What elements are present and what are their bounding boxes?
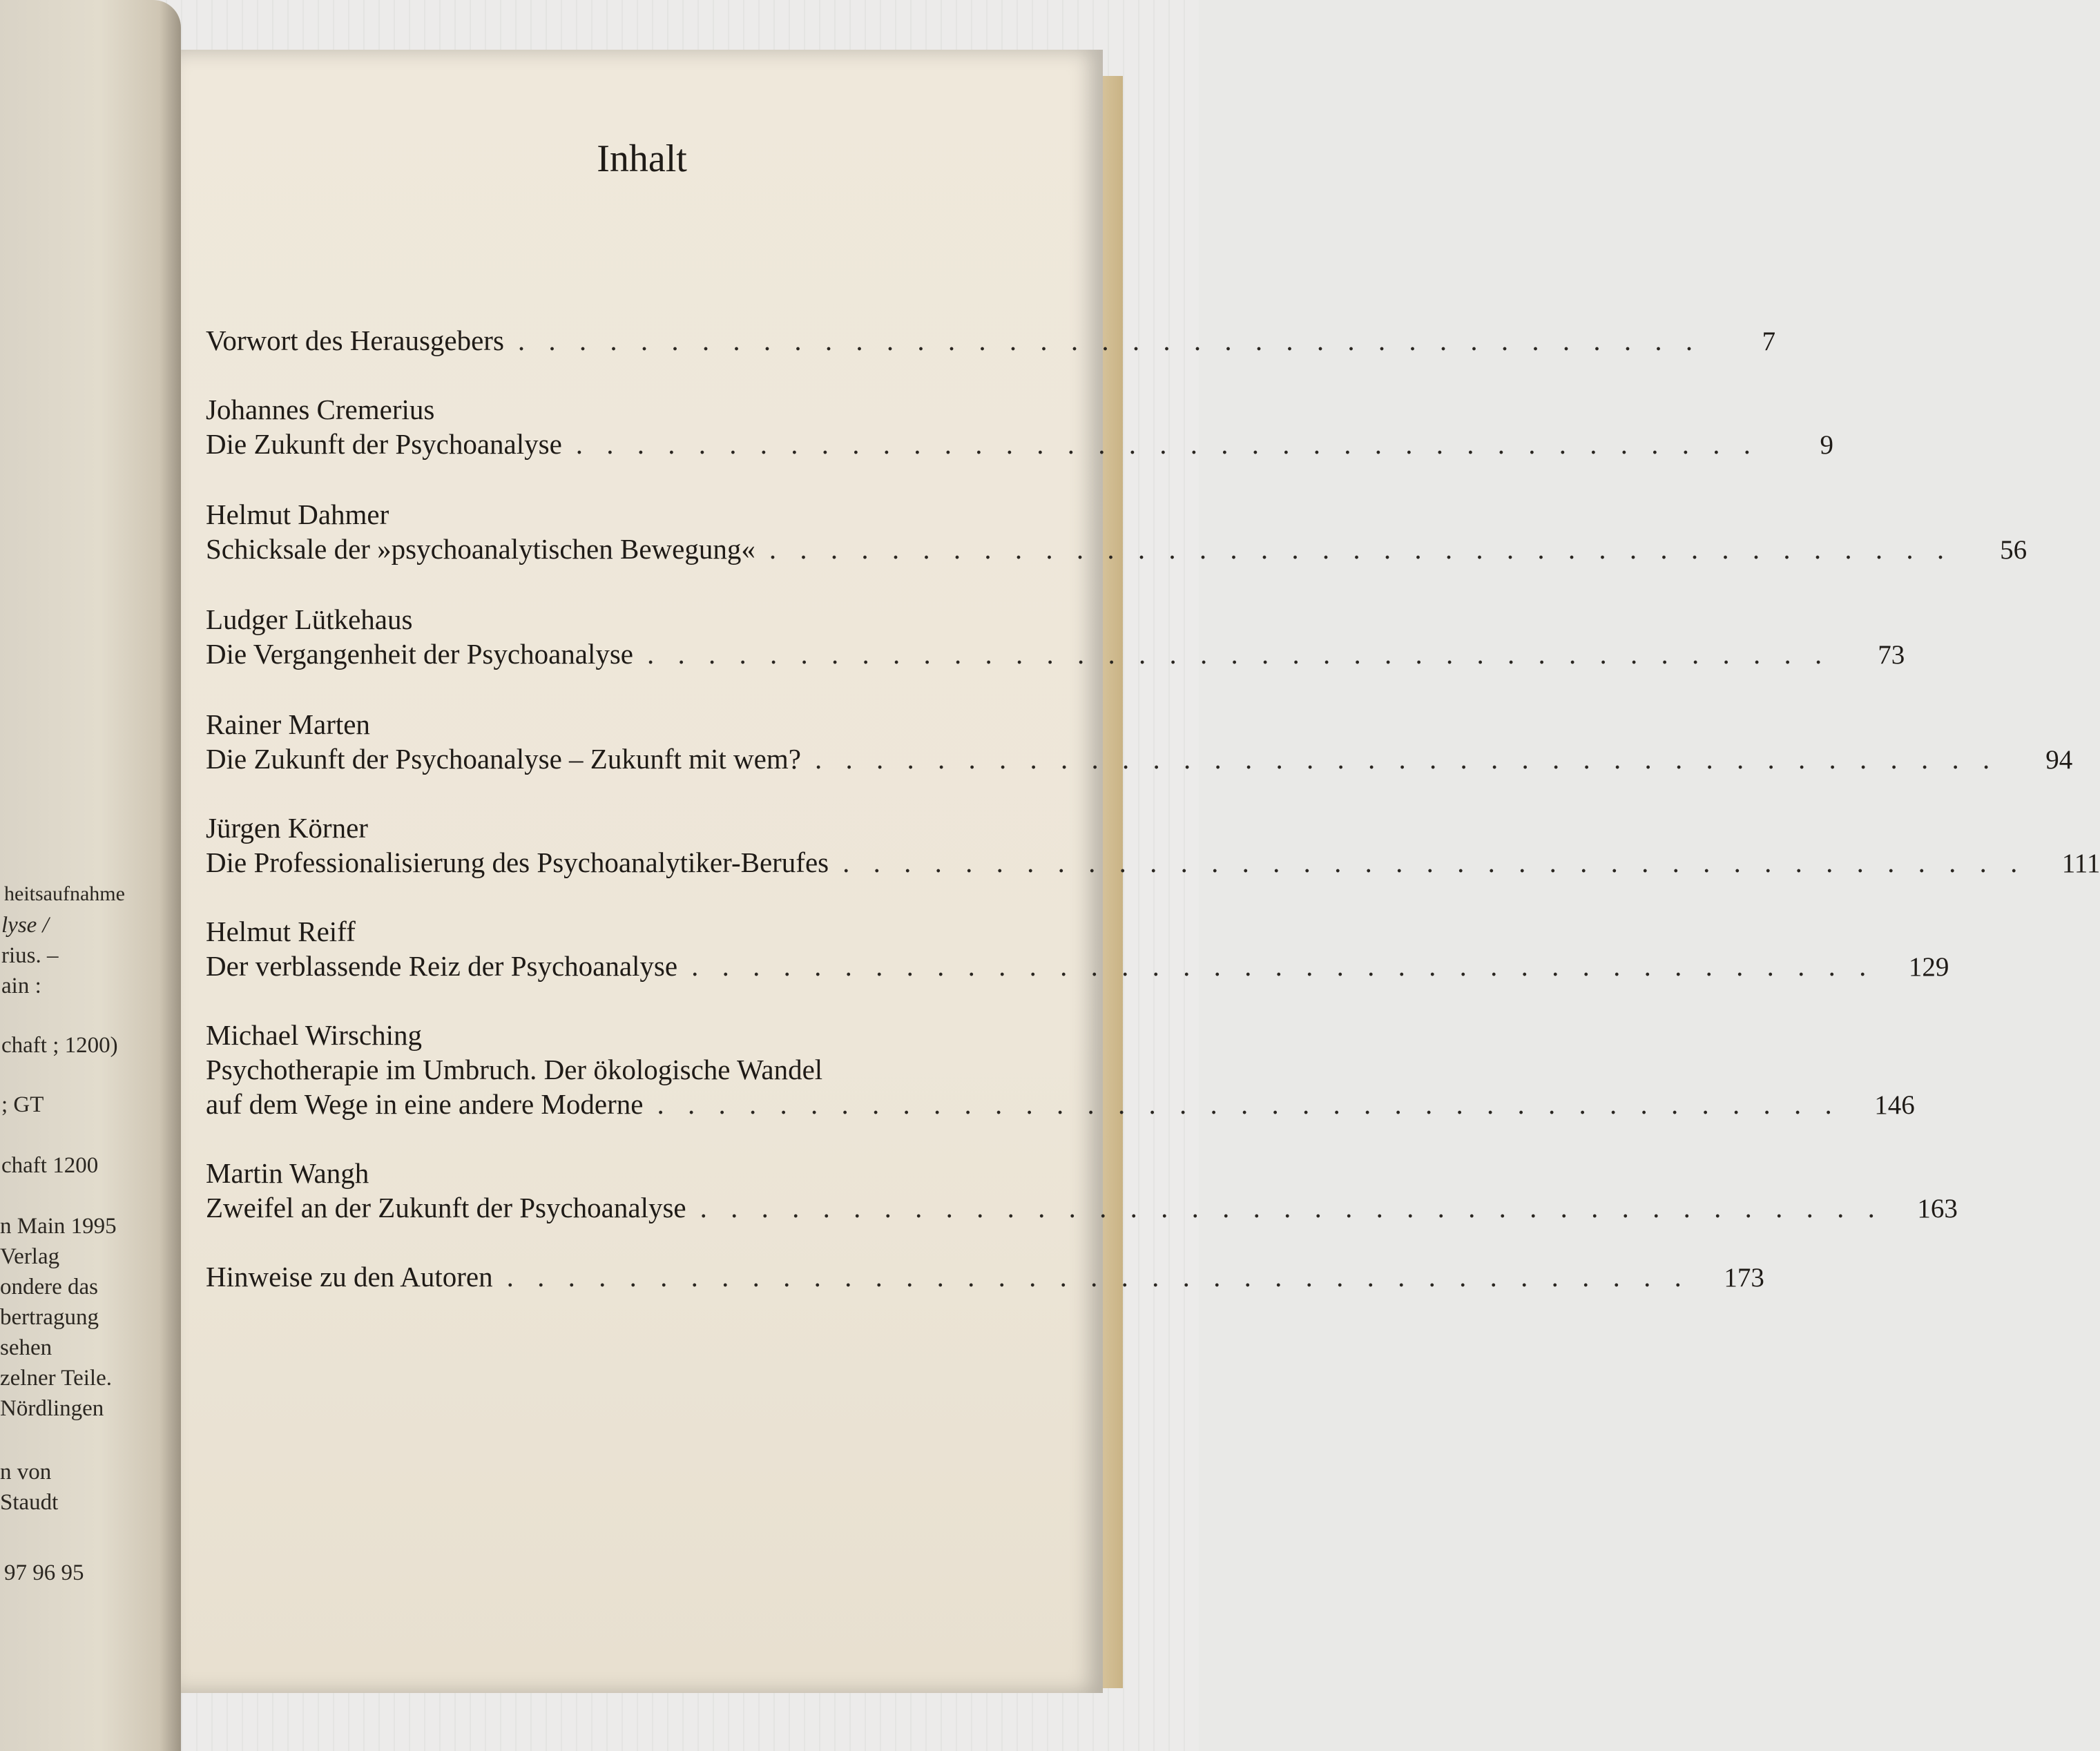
toc-title-line xyxy=(206,637,1905,673)
left-fragment: sehen xyxy=(0,1335,52,1360)
toc-title-line xyxy=(206,949,1949,985)
toc-author: Ludger Lütkehaus xyxy=(206,603,413,635)
toc-author: Martin Wangh xyxy=(206,1157,369,1189)
toc-title: Die Zukunft der Psychoanalyse xyxy=(206,428,562,460)
toc-title-line xyxy=(206,845,2100,881)
left-fragment: n von xyxy=(0,1460,52,1484)
page-title: Inhalt xyxy=(597,137,687,180)
toc-entry xyxy=(206,497,2027,568)
toc-leader-dots: . . . . . . . . . . . . . . . . . . . . . . . . . . . . . . . . . . . . . . . xyxy=(842,847,2026,878)
toc-title: Schicksale der »psychoanalytischen Bewegung« xyxy=(206,533,755,565)
toc-page-number: 7 xyxy=(1762,327,1776,356)
left-fragment: chaft ; 1200) xyxy=(1,1033,118,1058)
toc-title: Hinweise zu den Autoren xyxy=(206,1261,493,1293)
left-fragment: zelner Teile. xyxy=(0,1366,112,1391)
toc-author: Helmut Dahmer xyxy=(206,499,389,530)
toc-author: Rainer Marten xyxy=(206,708,370,740)
toc-entry xyxy=(206,811,2100,881)
left-fragment: 97 96 95 xyxy=(4,1560,84,1585)
toc-page-number: 163 xyxy=(1917,1194,1958,1223)
toc-title-line xyxy=(206,532,2027,568)
toc-title: auf dem Wege in eine andere Moderne xyxy=(206,1088,644,1120)
toc-leader-dots: . . . . . . . . . . . . . . . . . . . . . . . . . . . . . . . . . . . . . . . xyxy=(657,1088,1840,1120)
toc-title: Der verblassende Reiz der Psychoanalyse xyxy=(206,950,678,982)
toc-title: Die Professionalisierung des Psychoanalytiker-Berufes xyxy=(206,847,829,878)
toc-page-number: 146 xyxy=(1874,1090,1915,1120)
toc-title-line xyxy=(206,1052,1034,1087)
toc-title: Die Zukunft der Psychoanalyse – Zukunft mit wem? xyxy=(206,743,801,775)
left-fragment: Nördlingen xyxy=(0,1396,104,1421)
left-fragment: rius. – xyxy=(1,943,59,968)
left-fragment: chaft 1200 xyxy=(1,1153,99,1178)
toc-entry xyxy=(206,914,1949,985)
left-fragment: heitsaufnahme xyxy=(4,882,125,905)
toc-title: Psychotherapie im Umbruch. Der ökologische Wandel xyxy=(206,1054,823,1085)
toc-leader-dots: . . . . . . . . . . . . . . . . . . . . . . . . . . . . . . . . . . . . . . . xyxy=(575,428,1760,460)
toc-title: Die Vergangenheit der Psychoanalyse xyxy=(206,638,634,670)
contents-page xyxy=(181,50,2100,1693)
toc-leader-dots: . . . . . . . . . . . . . . . . . . . . . . . . . . . . . . . . . . . . . . . xyxy=(814,743,1998,775)
toc-author: Michael Wirsching xyxy=(206,1019,422,1051)
left-fragment: Staudt xyxy=(0,1490,59,1515)
left-book-page xyxy=(0,0,181,1751)
left-fragment: ain : xyxy=(1,974,41,998)
toc-entry xyxy=(206,1259,1764,1295)
toc-title-line xyxy=(206,1190,1958,1226)
toc-entry xyxy=(206,707,2073,777)
toc-title-line xyxy=(206,1259,1764,1295)
toc-author: Jürgen Körner xyxy=(206,812,368,844)
toc-leader-dots: . . . . . . . . . . . . . . . . . . . . . . . . . . . . . . . . . . . . . . . xyxy=(647,638,1831,670)
toc-leader-dots: . . . . . . . . . . . . . . . . . . . . . . . . . . . . . . . . . . . . . . . xyxy=(517,325,1702,356)
toc-page-number: 173 xyxy=(1724,1263,1764,1293)
left-fragment: ondere das xyxy=(0,1275,99,1299)
toc-title-line xyxy=(206,1087,1915,1123)
toc-entry xyxy=(206,602,1905,673)
toc-title-line xyxy=(206,323,1776,359)
toc-page-number: 129 xyxy=(1908,952,1949,982)
toc-page-number: 56 xyxy=(2000,535,2027,565)
toc-entry xyxy=(206,1156,1958,1226)
toc-entry xyxy=(206,323,1776,359)
toc-leader-dots: . . . . . . . . . . . . . . . . . . . . . . . . . . . . . . . . . . . . . . . xyxy=(700,1192,1883,1223)
toc-page-number: 9 xyxy=(1820,430,1834,460)
toc-title-line xyxy=(206,742,2073,777)
toc-leader-dots: . . . . . . . . . . . . . . . . . . . . . . . . . . . . . . . . . . . . . . . xyxy=(769,533,1953,565)
toc-title-line xyxy=(206,427,1834,463)
toc-leader-dots: . . . . . . . . . . . . . . . . . . . . . . . . . . . . . . . . . . . . . . . xyxy=(691,950,1875,982)
toc-leader-dots: . . . . . . . . . . . . . . . . . . . . . . . . . . . . . . . . . . . . . . . xyxy=(506,1261,1690,1293)
toc-page-number: 94 xyxy=(2045,745,2073,775)
toc-title: Vorwort des Herausgebers xyxy=(206,325,504,356)
toc-page-number: 111 xyxy=(2061,849,2100,878)
left-fragment: n Main 1995 xyxy=(0,1214,117,1239)
toc-author: Johannes Cremerius xyxy=(206,394,435,425)
toc-entry xyxy=(206,392,1834,463)
left-fragment: Verlag xyxy=(0,1244,60,1269)
toc-author: Helmut Reiff xyxy=(206,916,356,947)
toc-page-number: 73 xyxy=(1878,640,1905,670)
toc-title: Zweifel an der Zukunft der Psychoanalyse xyxy=(206,1192,686,1223)
toc-entry xyxy=(206,1018,1915,1123)
left-fragment: bertragung xyxy=(0,1305,99,1330)
left-fragment: ; GT xyxy=(1,1092,44,1117)
left-fragment: lyse / xyxy=(1,913,49,938)
